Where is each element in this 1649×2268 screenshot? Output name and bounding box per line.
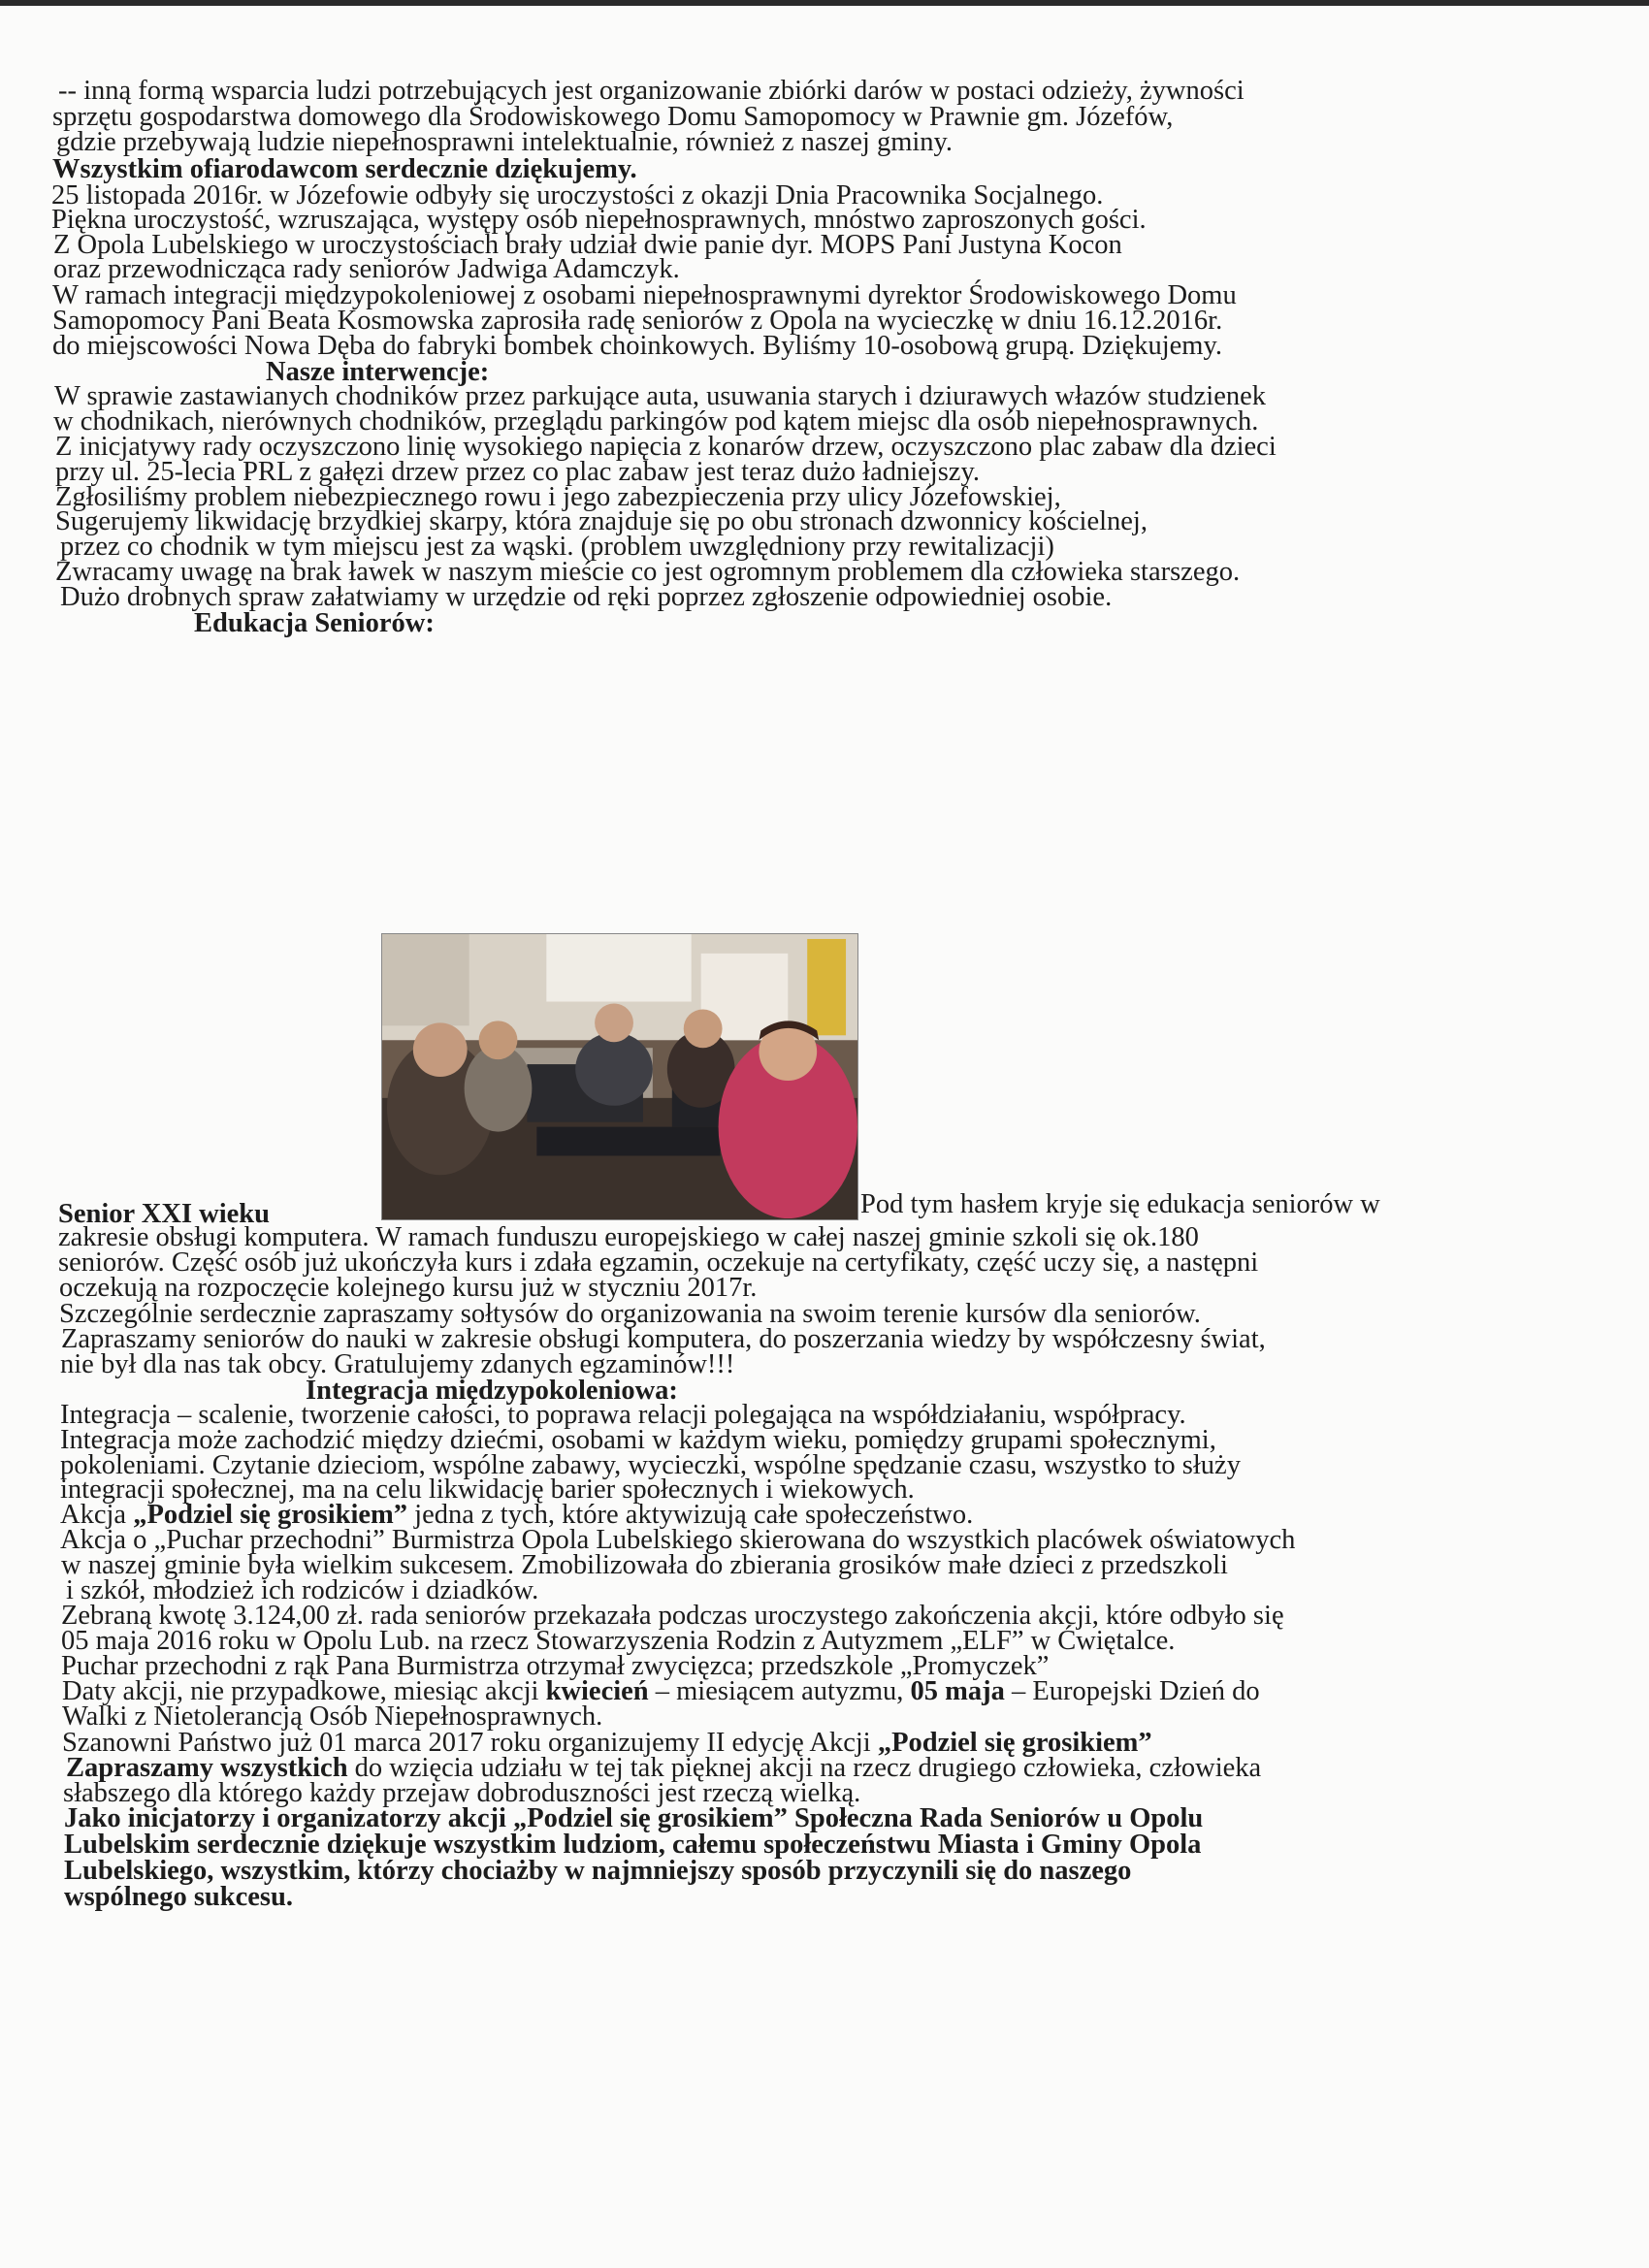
text-line: Akcja o „Puchar przechodni” Burmistrza Opola Lubelskiego skierowana do wszystkich placówek oświatowych [60,1525,1296,1555]
text-line: do miejscowości Nowa Dęba do fabryki bombek choinkowych. Byliśmy 10-osobową grupą. Dziękujemy. [52,331,1222,361]
text-line: Zgłosiliśmy problem niebezpiecznego rowu i jego zabezpieczenia przy ulicy Józefowskiej, [55,482,1061,512]
text-line: Akcja „Podziel się grosikiem” jedna z tych, które aktywizują całe społeczeństwo. [60,1500,974,1530]
text-line: pokoleniami. Czytanie dzieciom, wspólne zabawy, wycieczki, wspólne spędzanie czasu, wszystko to służy [60,1450,1241,1480]
text-line: Daty akcji, nie przypadkowe, miesiąc akcji kwiecień – miesiącem autyzmu, 05 maja – Europejski Dzień do [62,1676,1260,1706]
text-line: w naszej gminie była wielkim sukcesem. Zmobilizowała do zbierania grosików małe dzieci z przedszkoli [61,1550,1228,1580]
text-line: Zebraną kwotę 3.124,00 zł. rada seniorów przekazała podczas uroczystego zakończenia akcji, które odbyło się [61,1601,1284,1631]
text-line: 05 maja 2016 roku w Opolu Lub. na rzecz Stowarzyszenia Rodzin z Autyzmem „ELF” w Ćwiętalce. [61,1626,1176,1656]
seniors-computer-class-photo [381,933,858,1220]
text-line: Z inicjatywy rady oczyszczono linię wysokiego napięcia z konarów drzew, oczyszczono plac zabaw dla dzieci [55,432,1277,462]
text-line: Puchar przechodni z rąk Pana Burmistrza otrzymał zwycięzca; przedszkole „Promyczek” [61,1651,1050,1681]
text-line: Walki z Nietolerancją Osób Niepełnosprawnych. [62,1701,603,1732]
text-line: Integracja – scalenie, tworzenie całości, to poprawa relacji polegająca na współdziałaniu, współpracy. [60,1400,1186,1430]
text-line: Sugerujemy likwidację brzydkiej skarpy, która znajduje się po obu stronach dzwonnicy kościelnej, [55,506,1148,536]
text-line: słabszego dla którego każdy przejaw dobroduszności jest rzeczą wielką. [63,1778,861,1808]
text-line: nie był dla nas tak obcy. Gratulujemy zdanych egzaminów!!! [60,1349,735,1379]
text-line: Pod tym hasłem kryje się edukacja seniorów w [860,1189,1380,1219]
text-line: Z Opola Lubelskiego w uroczystościach brały udział dwie panie dyr. MOPS Pani Justyna Kocon [53,230,1122,260]
text-line: Szczególnie serdecznie zapraszamy sołtysów do organizowania na swoim terenie kursów dla seniorów. [59,1299,1201,1329]
text-line: przy ul. 25-lecia PRL z gałęzi drzew przez co plac zabaw jest teraz dużo ładniejszy. [55,457,980,487]
text-line: Zapraszamy wszystkich do wzięcia udziału w tej tak pięknej akcji na rzecz drugiego człowieka, człowieka [66,1753,1262,1783]
text-line: W sprawie zastawianych chodników przez parkujące auta, usuwania starych i dziurawych włazów studzienek [54,381,1267,411]
photo-caption-title: Senior XXI wieku [58,1199,271,1229]
text-line: -- inną formą wsparcia ludzi potrzebujących jest organizowanie zbiórki darów w postaci odzieży, żywności [58,76,1245,106]
text-line: Dużo drobnych spraw załatwiamy w urzędzie od ręki poprzez zgłoszenie odpowiedniej osobie. [60,582,1113,612]
text-line: przez co chodnik w tym miejscu jest za wąski. (problem uwzględniony przy rewitalizacji) [60,532,1054,562]
closing-bold-line: Jako inicjatorzy i organizatorzy akcji „Podziel się grosikiem” Społeczna Rada Seniorów u Opolu [64,1803,1204,1833]
text-line: Samopomocy Pani Beata Kosmowska zaprosiła radę seniorów z Opola na wycieczkę w dniu 16.12.2016r. [52,306,1223,336]
text-line: Piękna uroczystość, wzruszająca, występy osób niepełnosprawnych, mnóstwo zaproszonych gości. [51,205,1147,235]
closing-bold-line: Lubelskiego, wszystkim, którzy chociażby w najmniejszy sposób przyczynili się do naszego [64,1856,1132,1886]
closing-bold-line: wspólnego sukcesu. [64,1882,293,1912]
section-heading: Nasze interwencje: [266,357,490,387]
text-line: gdzie przebywają ludzie niepełnosprawni intelektualnie, również z naszej gminy. [56,127,954,157]
text-line: 25 listopada 2016r. w Józefowie odbyły się uroczystości z okazji Dnia Pracownika Socjalnego. [51,180,1104,211]
text-line: seniorów. Część osób już ukończyła kurs i zdała egzamin, oczekuje na certyfikaty, część uczy się, a następni [58,1247,1259,1278]
text-line: Integracja może zachodzić między dziećmi, osobami w każdym wieku, pomiędzy grupami społecznymi, [60,1425,1216,1455]
text-line: integracji społecznej, ma na celu likwidację barier społecznych i wiekowych. [60,1474,915,1505]
text-line: oraz przewodnicząca rady seniorów Jadwiga Adamczyk. [53,254,680,284]
text-line: W ramach integracji międzypokoleniowej z osobami niepełnosprawnymi dyrektor Środowiskowego Domu [52,280,1237,310]
text-line: Zapraszamy seniorów do nauki w zakresie obsługi komputera, do poszerzania wiedzy by współczesny świat, [61,1324,1266,1354]
text-line: w chodnikach, nierównych chodników, przeglądu parkingów pod kątem miejsc dla osób niepełnosprawnych. [53,406,1259,437]
closing-bold-line: Lubelskim serdecznie dziękuje wszystkim ludziom, całemu społeczeństwu Miasta i Gminy Opola [64,1830,1202,1860]
text-line: Szanowni Państwo już 01 marca 2017 roku organizujemy II edycję Akcji „Podziel się grosikiem” [62,1728,1152,1758]
section-heading: Edukacja Seniorów: [194,608,435,638]
text-line: i szkół, młodzież ich rodziców i dziadków. [66,1575,539,1605]
bold-line: Wszystkim ofiarodawcom serdecznie dziękujemy. [52,154,637,184]
text-line: oczekują na rozpoczęcie kolejnego kursu już w styczniu 2017r. [59,1273,758,1303]
text-line: zakresie obsługi komputera. W ramach funduszu europejskiego w całej naszej gminie szkoli się ok.180 [58,1222,1199,1252]
section-heading: Integracja międzypokoleniowa: [306,1376,678,1406]
text-line: Zwracamy uwagę na brak ławek w naszym mieście co jest ogromnym problemem dla człowieka starszego. [55,557,1241,587]
text-line: sprzętu gospodarstwa domowego dla Środowiskowego Domu Samopomocy w Prawnie gm. Józefów, [52,102,1174,132]
